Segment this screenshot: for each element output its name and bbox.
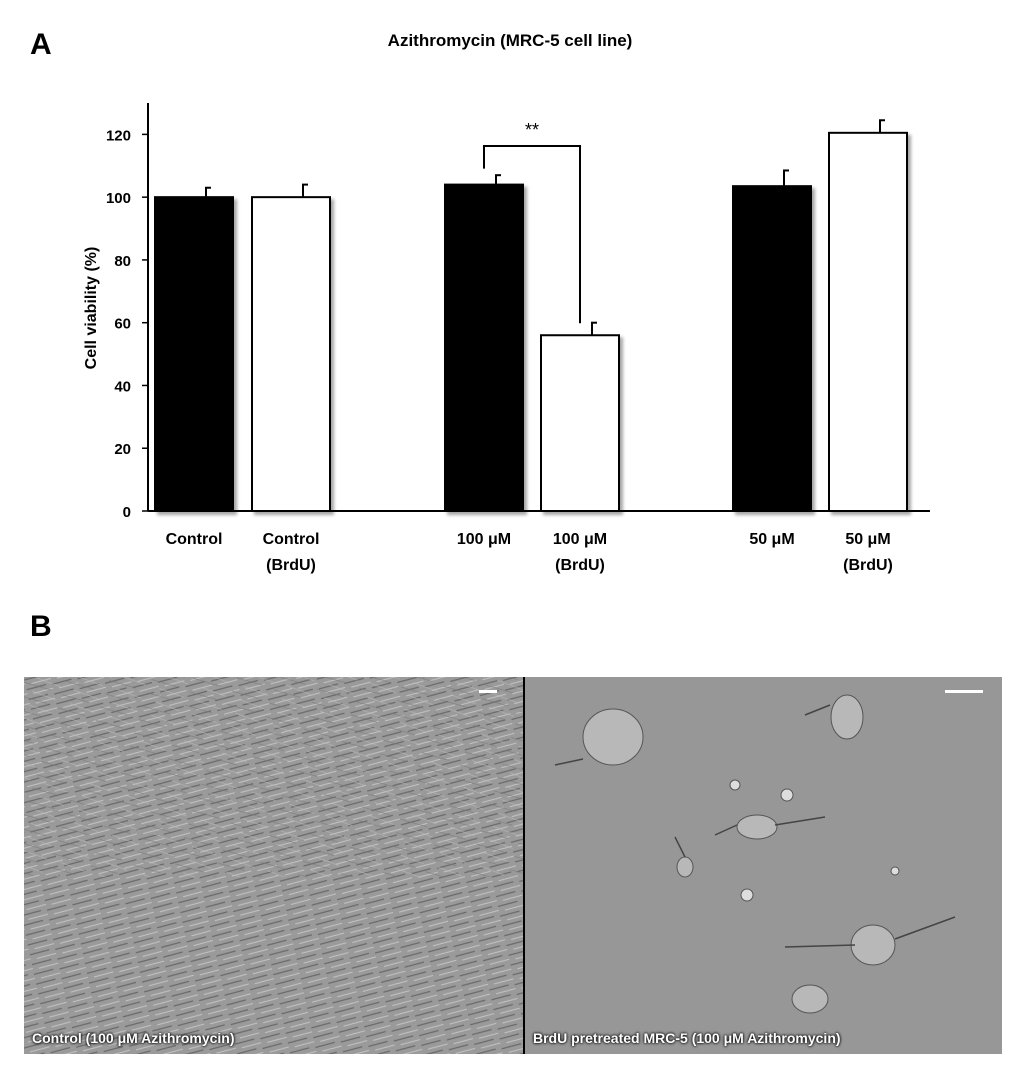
x-tick-label: 50 μM — [749, 531, 795, 548]
panel-a-label: A — [30, 28, 52, 61]
bar — [252, 197, 330, 511]
caption-brdu: BrdU pretreated MRC-5 (100 μM Azithromycin) — [533, 1030, 841, 1046]
x-tick-label-secondary: (BrdU) — [555, 557, 605, 574]
bar — [733, 186, 811, 511]
chart-title: Azithromycin (MRC-5 cell line) — [387, 31, 633, 50]
y-axis-label: Cell viability (%) — [83, 246, 100, 370]
panel-b-label: B — [30, 610, 52, 643]
caption-control: Control (100 μM Azithromycin) — [32, 1030, 235, 1046]
y-tick-label: 120 — [105, 127, 131, 145]
bars-group — [155, 120, 907, 511]
y-tick-label: 80 — [114, 252, 131, 270]
bar — [445, 185, 523, 511]
y-tick-label: 100 — [105, 190, 131, 208]
bar — [155, 197, 233, 511]
micrograph-brdu-image — [525, 677, 1002, 1054]
x-tick-label-secondary: (BrdU) — [843, 557, 893, 574]
significance-label: ** — [524, 120, 540, 140]
y-axis-ticks — [106, 127, 148, 521]
y-tick-label: 20 — [114, 441, 131, 459]
x-tick-label: Control — [262, 531, 320, 548]
scale-bar-left — [479, 690, 497, 693]
y-tick-label: 0 — [122, 504, 131, 521]
bar — [541, 335, 619, 511]
micrograph-control-image — [24, 677, 523, 1054]
x-axis-labels — [166, 531, 893, 574]
y-tick-label: 60 — [114, 315, 131, 333]
x-tick-label: 100 μM — [552, 531, 608, 548]
x-tick-label: 100 μM — [456, 531, 512, 548]
x-tick-label-secondary: (BrdU) — [266, 557, 316, 574]
micrograph-control — [24, 677, 523, 1054]
micrograph-brdu — [525, 677, 1002, 1054]
y-tick-label: 40 — [114, 378, 131, 396]
bar — [829, 133, 907, 511]
x-tick-label: 50 μM — [845, 531, 891, 548]
x-tick-label: Control — [165, 531, 223, 548]
scale-bar-right — [945, 690, 983, 693]
